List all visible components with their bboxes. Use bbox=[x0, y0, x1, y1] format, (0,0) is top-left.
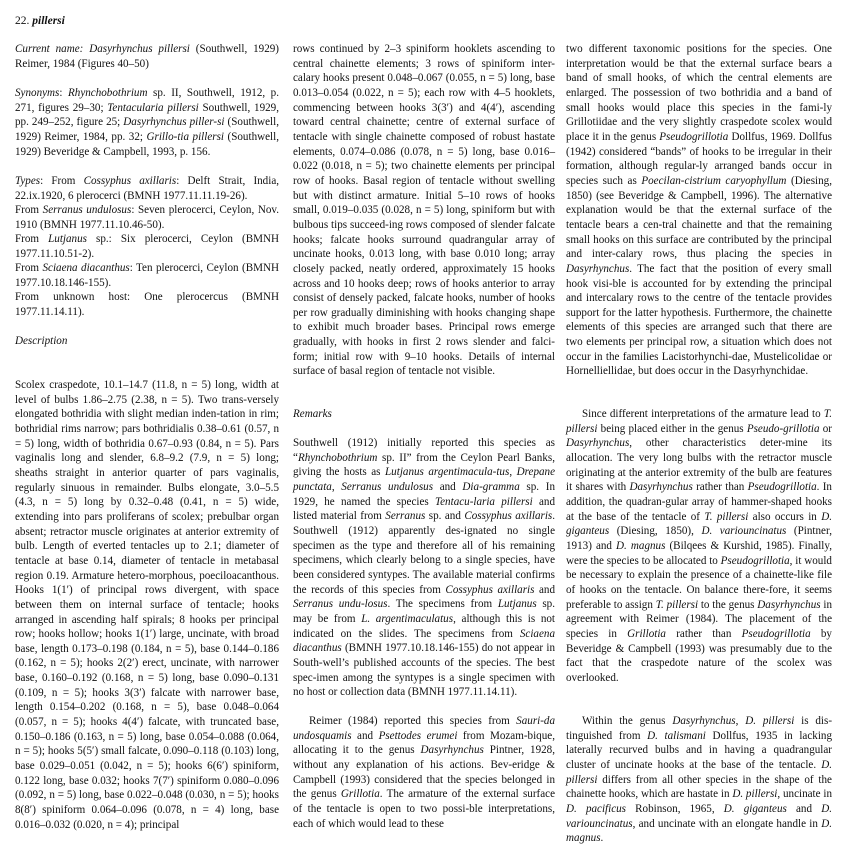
italic-text-segment: Dia-gramma bbox=[462, 480, 520, 493]
italic-text-segment: Sciaena diacanthus bbox=[42, 262, 130, 274]
italic-text-segment: Dasyrhynchus bbox=[672, 715, 736, 727]
text-segment: , other characteristics deter-mine its allocation. The very long bulbs with the retractor muscle originating at the anterior extremity of the bulb are features it shares with bbox=[566, 437, 832, 494]
text-segment: : Seven plerocerci, Ceylon, Nov. 1910 (BMNH 1977.11.10.46-50). bbox=[15, 204, 279, 231]
italic-text-segment: Lutjanus bbox=[48, 233, 87, 245]
italic-text-segment: Pseudogrillotia bbox=[741, 627, 811, 640]
italic-text-segment: Grillotia bbox=[627, 627, 666, 640]
italic-text-segment: Drepane punctata bbox=[293, 466, 556, 493]
text-segment: (Diesing, 1850) (see Beveridge & Campbell, 1996). The alternative explanation would be that the external surface of the tentacle bears a cen-tral chainette and that the remaining small hooks on this surface are contributed by the principal and inter-calary rows, thus placing the species in bbox=[566, 174, 832, 261]
text-segment: , it would be necessary to explain the presence of a chainette-like file of hooks on the tentacle. On balance there-fore, it seems preferable to assign bbox=[566, 554, 832, 611]
text-segment: , uncinate in bbox=[777, 788, 832, 801]
italic-text-segment: D. variouncinatus bbox=[566, 802, 832, 830]
text-segment: From bbox=[15, 204, 43, 216]
text-segment: (Bilqees & Kurshid, 1985). Finally, were the species to be allocated to bbox=[566, 539, 832, 567]
text-segment: , bbox=[735, 715, 746, 727]
text-segment: is dis-tinguished from bbox=[566, 715, 833, 742]
text-segment: by Beveridge & Campbell (1993) was presumably due to the fact that the craspedote nature of the scolex was overlooked. bbox=[566, 627, 832, 684]
italic-text-segment: Grillotia bbox=[340, 788, 380, 801]
italic-text-segment: Pseudogrillotia bbox=[720, 554, 790, 567]
text-segment: to the genus bbox=[698, 598, 758, 611]
text-segment: two different taxonomic positions for the species. One interpretation would be that the external surface bears a band of small hooks, of which the central elements are enlarged. The possession of two bothridia and a band of small hooks would place this species in the fami-ly Grillotiidae and the very slightly craspedote scolex would place it in the genus bbox=[566, 43, 832, 143]
text-segment: rather than bbox=[692, 481, 748, 494]
italic-text-segment: Current name: Dasyrhynchus pillersi bbox=[15, 43, 190, 55]
italic-text-segment: Lutjanus bbox=[497, 598, 537, 611]
current-name bbox=[15, 42, 279, 71]
text-segment: (Southwell, 1929) Reimer, 1984 (Figures 40–50) bbox=[15, 43, 279, 70]
text-segment: and bbox=[786, 802, 822, 815]
text-segment: Within the genus bbox=[582, 715, 673, 727]
remarks-paragraph-2 bbox=[293, 714, 555, 831]
text-segment: Southwell, 1929, pp. 249–252, figure 25; bbox=[15, 101, 279, 129]
text-segment: , bbox=[509, 466, 517, 479]
text-segment: . The fact that the position of every small hook visi-ble is accounted for by extending the principal and intercalary rows to the centre of the tentacle provides support for the latter hypothesis. Furthermore, the chainette elements of this species are arranged such that there are two elements per principal row, a situation which does not occur in the families Lacistorhynchi-dae, Mustelicolidae or Hornelliellidae, but does occur in the Dasyrhynchidae. bbox=[566, 262, 832, 378]
text-segment: From unknown host: One plerocercus (BMNH 1977.11.14.11). bbox=[15, 291, 279, 318]
text-segment: and bbox=[351, 729, 379, 742]
italic-text-segment: T. pillersi bbox=[704, 510, 749, 523]
italic-text-segment: Pseudogrillotia bbox=[747, 481, 817, 494]
italic-text-segment: D. magnus bbox=[616, 539, 666, 552]
italic-text-segment: Tentacularia pillersi bbox=[107, 101, 199, 114]
text-segment: sp. and bbox=[425, 510, 465, 523]
text-segment: (Pintner, 1913) and bbox=[566, 525, 832, 552]
text-segment: Since different interpretations of the armature lead to bbox=[582, 408, 824, 420]
italic-text-segment: Rhynchobothrium bbox=[297, 451, 378, 464]
italic-text-segment: D. magnus bbox=[566, 817, 832, 845]
italic-text-segment: Rhynchobothrium bbox=[68, 87, 148, 99]
remarks-paragraph-2-continued bbox=[566, 42, 832, 379]
italic-text-segment: D. pacificus bbox=[566, 802, 626, 815]
text-segment: and bbox=[534, 583, 556, 596]
text-segment: (Southwell, 1929) Beveridge & Campbell, 1993, p. 156. bbox=[15, 130, 279, 158]
italic-text-segment: Types bbox=[15, 175, 41, 187]
italic-text-segment: Dasyrhynchus bbox=[566, 437, 630, 450]
italic-text-segment: L. argentimaculatus bbox=[361, 612, 454, 625]
remarks-paragraph-3 bbox=[566, 407, 832, 685]
italic-text-segment: T. pillersi bbox=[566, 408, 832, 435]
text-segment: differs from all other species in the shape of the chainette hooks, which are hastate in bbox=[566, 773, 832, 801]
description-paragraph bbox=[15, 378, 279, 832]
types-unknown-host bbox=[15, 290, 279, 319]
text-segment: : Ten plerocerci, Ceylon (BMNH 1977.10.18.146-155). bbox=[15, 262, 279, 289]
species-name: pillersi bbox=[32, 15, 65, 27]
italic-text-segment: D. pillersi bbox=[732, 788, 778, 801]
text-segment: Scolex craspedote, 10.1–14.7 (11.8, n = 5) long, width at level of bulbs 1.86–2.75 (2.38, n = 5). Two trans-versely elongated bothridia with slight median inden-tation in rim; bothridial rims narrow; pars bothridialis 0.38–0.61 (0.57, n = 5) long, width of bothridia 0.67–0.93 (0.84, n = 5). Pars vaginalis long and slender, 6.8–9.2 (7.9, n = 5) long; sheaths straight in anterior quarter of pars vaginalis, regularly sinuous in remainder. Bulbs elongate, 3.0–5.5 (4.3, n = 5) long by 0.32–0.48 (0.41, n = 5) wide, extending into pars proliferans of scolex; prebulbar organ absent; retractor muscle originates at anterior extremity of bulb. Length of everted tentacles up to 2.1; diameter of tentacle at base 0.14, diameter of tentacle in metabasal region 0.19. Armature hetero-morphous, poeciloacanthous. Hooks 1(1′) of principal rows divergent, with space between them on internal surface of tentacle; hooks arranged in ascending half spirals; 8 hooks per principal row; hooks hollow; hooks 1(1′) large, uncinate, with broad base, length 0.173–0.198 (0.184, n = 5), base 0.144–0.186 (0.162, n = 5); hooks 2(2′) erect, uncinate, with narrower base, 0.160–0.192 (0.168, n = 5) long, base 0.090–0.131 (0.109, n = 5); hooks 3(3′) falcate with narrower base, length 0.154–0.202 (0.168, n = 5), base 0.048–0.064 (0.057, n = 5); hooks 4(4′) falcate, with truncated base, 0.150–0.186 (0.163, n = 5) long, base 0.054–0.088 (0.064, n = 5); hooks 5(5′) small falcate, 0.090–0.118 (0.103) long, base 0.029–0.051 (0.042, n = 5); hooks 6(6′) spiniform, 0.122 long, base 0.032; hooks 7(7′) spiniform 0.080–0.096 (0.092, n = 5) long, base 0.022–0.048 (0.030, n = 5); hooks 8(8′) spiniform 0.064–0.096 (0.078, n = 4) long, base 0.016–0.032 (0.020, n = 4); principal bbox=[15, 379, 279, 831]
text-segment: . The armature of the external surface of the tentacle is open to two possi-ble interpretations, each of which would lead to these bbox=[293, 788, 555, 830]
italic-text-segment: Pseudogrillotia bbox=[659, 130, 729, 143]
text-segment: (BMNH 1977.10.18.146-155) do not appear in South-well’s published accounts of the species. The best spec-imen among the syntypes is a single specimen with no host or collection data (BMNH 1977.11.14.11). bbox=[293, 642, 555, 699]
italic-text-segment: Tentacu-laria pillersi bbox=[434, 495, 533, 508]
text-segment: : bbox=[59, 87, 68, 99]
text-segment: : From bbox=[40, 175, 84, 187]
text-segment: and bbox=[433, 480, 463, 493]
italic-text-segment: Dasyrhynchus piller-si bbox=[123, 116, 225, 129]
text-segment: sp.: Six plerocerci, Ceylon (BMNH 1977.11.10.51-2). bbox=[15, 233, 279, 260]
text-segment: or bbox=[819, 422, 832, 435]
italic-text-segment: Sciaena diacanthus bbox=[293, 627, 555, 655]
types-cossyphus bbox=[15, 174, 279, 203]
synonyms bbox=[15, 86, 279, 159]
italic-text-segment: D. pillersi bbox=[566, 758, 832, 786]
italic-text-segment: Cossyphus axillaris bbox=[464, 510, 553, 523]
text-segment: rather than bbox=[665, 627, 742, 640]
text-segment: sp. In 1929, he named the species bbox=[293, 480, 555, 508]
types-lutjanus bbox=[15, 232, 279, 261]
species-number: 22. bbox=[15, 15, 30, 27]
text-segment: sp. II, Southwell, 1912, p. 271, figures 29–30; bbox=[15, 87, 280, 114]
species-heading bbox=[15, 14, 65, 29]
italic-text-segment: Lutjanus argentimacula-tus bbox=[385, 466, 510, 479]
italic-text-segment: D. giganteus bbox=[723, 802, 787, 815]
text-segment: . Southwell (1912) apparently des-ignated no single specimen as the type and therefore all of his remaining specimens, which clearly belong to a single species, have been considered syntypes. The available material confirms the records of this species from bbox=[293, 510, 555, 596]
italic-text-segment: T. pillersi bbox=[655, 598, 699, 611]
italic-text-segment: Dasyrhynchus bbox=[566, 262, 630, 275]
italic-text-segment: Pseudo-grillotia bbox=[746, 422, 820, 435]
italic-text-segment: Dasyrhynchus bbox=[420, 744, 484, 757]
italic-text-segment: D. variouncinatus bbox=[701, 525, 787, 538]
italic-text-segment: Synonyms bbox=[15, 87, 60, 99]
italic-text-segment: Psettodes erumei bbox=[378, 729, 458, 742]
text-segment: Robinson, 1965, bbox=[626, 802, 724, 815]
text-segment: from Mozam-bique, allocating it to the genus bbox=[293, 729, 555, 757]
italic-text-segment: D. talismani bbox=[647, 729, 706, 742]
text-segment: (Diesing, 1850), bbox=[609, 525, 702, 538]
text-segment: Pintner, 1928, without any explanation of his actions. Bev-eridge & Campbell (1993) considered that the species belonged in the genus bbox=[293, 744, 555, 801]
italic-text-segment: Cossyphus axillaris bbox=[445, 583, 535, 596]
text-segment: Dollfus, 1935 in lacking laterally recurved bulbs and in having a quadrangular cluster of uncinate hooks at the base of the tentacle. bbox=[566, 729, 833, 771]
italic-text-segment: Serranus undulosus bbox=[341, 480, 434, 493]
types-serranus bbox=[15, 203, 279, 232]
italic-text-segment: Serranus bbox=[385, 510, 426, 523]
text-segment: : Delft Strait, India, 22.ix.1920, 6 plerocerci (BMNH 1977.11.11.19-26). bbox=[15, 175, 280, 202]
text-segment: . In addition, the quadran-gular array of hammer-shaped hooks at the base of the tentacle of bbox=[566, 481, 832, 523]
text-segment: being placed either in the genus bbox=[597, 422, 747, 435]
italic-text-segment: Poecilan-cistrium caryophyllum bbox=[641, 174, 787, 187]
text-segment: in agreement with Reimer (1984). The placement of the species in bbox=[566, 598, 832, 640]
text-segment: rows continued by 2–3 spiniform hooklets ascending to central chainette elements; 3 rows of spiniform inter-calary hooks present 0.048–0.067 (0.055, n = 5) long, base 0.013–0.054 (0.022, n = 5); each row with 4–5 hooklets, commencing between hooks 3(3′) and 4(4′), ascending toward central chainette; centre of external surface of tentacle with single chainette composed of robust hastate elements, 0.074–0.086 (0.078, n = 5) long, base 0.016–0.022 (0.018, n = 5); two chainette elements per principal row of hooks. Basal region of tentacle without swelling but with distinct armature. Initial 5–10 rows of hooks small, 0.019–0.035 (0.028, n = 5) long, spiniform but with bulbous tips succeed-ing rows composed of slender falcate hooks; falcate hooks surround quadrangular array of uncinate hooks, 0.013 long, with base 0.010 long; array closely packed, neatly ordered, approximately 15 hooks across and 10 hooks deep; rows of hooks anterior to array consist of densely packed, falcate hooks, number of hooks per row gradually diminishing with hooks changing shape to exhibit much broader bases. Principal rows emerge gradually, with hooks in first 2 rows slender and falci-form; initial row with 9–10 hooks. Details of internal surface of basal region of tentacle not visible. bbox=[293, 43, 555, 378]
text-segment: Dollfus, 1969. Dollfus (1942) considered “bands” of hooks to be irregular in their formation, although regular-ly arranged bands occur in species such as bbox=[566, 130, 832, 187]
italic-text-segment: Dasyrhynchus bbox=[757, 598, 821, 611]
text-segment: (Southwell, 1929) Reimer, 1984, pp. 32; bbox=[15, 116, 279, 143]
italic-text-segment: D. pillersi bbox=[745, 715, 795, 727]
italic-text-segment: D. giganteus bbox=[566, 510, 832, 538]
italic-text-segment: Serranus undulosus bbox=[42, 204, 132, 216]
text-segment: , and uncinate with an elongate handle in bbox=[632, 817, 822, 830]
types-sciaena bbox=[15, 261, 279, 290]
italic-text-segment: Serranus undu-losus bbox=[293, 598, 388, 611]
italic-text-segment: Cossyphus axillaris bbox=[83, 175, 177, 187]
remarks-paragraph-1 bbox=[293, 436, 555, 700]
text-segment: , although this is not indicated on the slides. The specimens from bbox=[293, 612, 555, 640]
text-segment: Reimer (1984) reported this species from bbox=[309, 715, 517, 727]
text-segment: also occurs in bbox=[748, 510, 822, 523]
text-segment: and listed material from bbox=[293, 495, 555, 523]
remarks-paragraph-4 bbox=[566, 714, 832, 846]
text-segment: From bbox=[15, 233, 49, 245]
description-heading: Description bbox=[15, 335, 68, 347]
italic-text-segment: Grillo-tia pillersi bbox=[146, 130, 224, 143]
text-segment: . The specimens from bbox=[387, 598, 498, 611]
text-segment: sp. may be from bbox=[293, 598, 555, 625]
description-paragraph-continued bbox=[293, 42, 555, 379]
text-segment: Southwell (1912) initially reported this species as “ bbox=[293, 437, 555, 464]
text-segment: . bbox=[600, 832, 604, 845]
italic-text-segment: Dasyrhynchus bbox=[629, 481, 693, 494]
remarks-heading: Remarks bbox=[293, 408, 332, 420]
text-segment: From bbox=[15, 262, 43, 274]
italic-text-segment: Sauri-da undosquamis bbox=[293, 715, 555, 742]
text-segment: sp. II” from the Ceylon Pearl Banks, giving the hosts as bbox=[293, 451, 555, 479]
text-segment: , bbox=[331, 480, 342, 493]
